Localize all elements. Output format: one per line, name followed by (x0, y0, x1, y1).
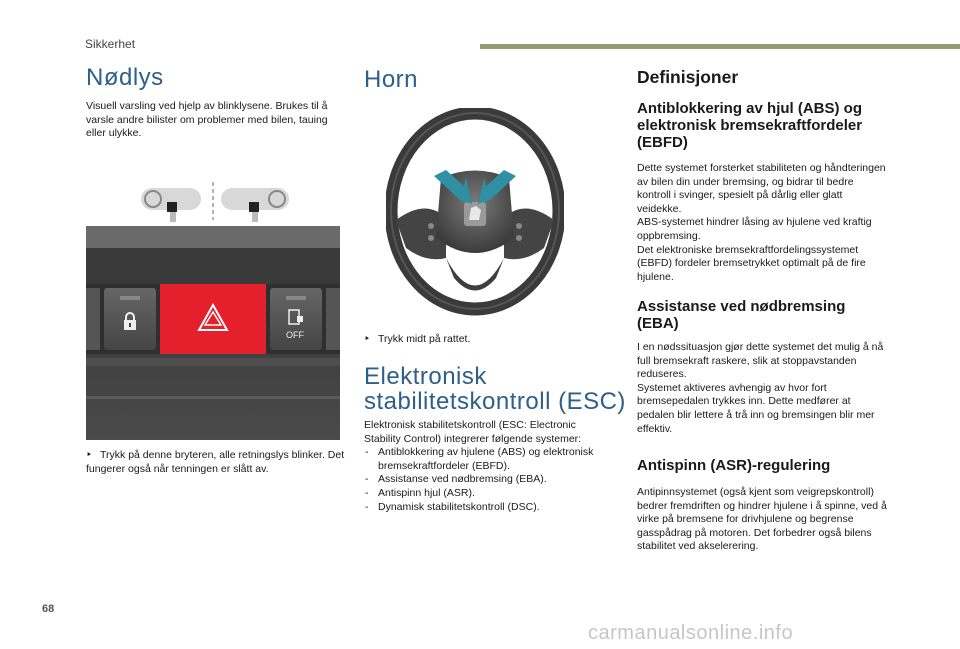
eba-heading: Assistanse ved nødbremsing (EBA) (637, 298, 846, 332)
bullet-icon: ‣ (86, 449, 93, 461)
bullet-icon: ‣ (364, 333, 371, 345)
eba-text: I en nødssituasjon gjør dette systemet det mulig å nå full bremsekraft raskere, slik at stoppavstanden reduseres. Systemet aktiveres avhengig av hvor fort bremsepedalen trykkes inn. Dette medfører at pedalen blir lettere å trå inn og bremsingen blir mer effektiv. (637, 341, 884, 435)
list-item: - Antispinn hjul (ASR). (364, 487, 606, 501)
definitions-title: Definisjoner (637, 67, 739, 87)
esc-body (364, 419, 606, 514)
esc-intro: Elektronisk stabilitetskontroll (ESC: Electronic Stability Control) integrerer følgende systemer: (364, 419, 582, 445)
header-rule (480, 44, 960, 49)
abs-heading: Antiblokkering av hjul (ABS) og elektronisk bremsekraftfordeler (EBFD) (637, 100, 863, 151)
horn-title: Horn (364, 66, 419, 93)
asr-heading: Antispinn (ASR)-regulering (637, 457, 831, 474)
hazard-title: Nødlys (86, 64, 164, 91)
list-item: - Antiblokkering av hjulene (ABS) og elektronisk bremsekraftfordeler (EBFD). (364, 446, 606, 473)
esc-title: Elektronisk stabilitetskontroll (ESC) (364, 363, 626, 415)
off-label: OFF (286, 330, 304, 340)
list-item: - Assistanse ved nødbremsing (EBA). (364, 473, 606, 487)
hazard-switch-illustration (86, 176, 340, 440)
section-label: Sikkerhet (85, 37, 136, 51)
list-item: - Dynamisk stabilitetskontroll (DSC). (364, 501, 606, 515)
abs-text: Dette systemet forsterket stabiliteten og håndteringen av bilen din under bremsing, og bidrar til bedre kontroll i svinger, spesielt på dårlig eller glatt veidekke. ABS-systemet hindrer låsing av hjulene ved kraftig oppbremsing. Det elektroniske bremsekraftfordelingssystemet (EBFD) fordeler bremsetrykket optimalt på de fire hjulene. (637, 162, 886, 283)
page-number: 68 (42, 603, 55, 615)
watermark: carmanualsonline.info (588, 622, 794, 644)
hazard-instruction: ‣ Trykk på denne bryteren, alle retningslys blinker. Det fungerer også når tenningen er slått av. (86, 449, 345, 475)
peugeot-logo-icon (464, 202, 486, 226)
horn-instruction: ‣ Trykk midt på rattet. (364, 333, 471, 345)
esc-list (364, 446, 606, 514)
hazard-intro: Visuell varsling ved hjelp av blinklysene. Brukes til å varsle andre bilister om problemer med bilen, tauing eller ulykke. (86, 100, 328, 140)
steering-wheel-illustration (386, 108, 564, 322)
asr-text: Antipinnsystemet (også kjent som veigrepskontroll) bedrer fremdriften og hindrer hjulene i å spinne, ved å virke på bremsene for drivhjulene og begrense gasspådrag på motoren. Det forbedrer også bilens stabilitet ved akselerering. (637, 486, 887, 553)
